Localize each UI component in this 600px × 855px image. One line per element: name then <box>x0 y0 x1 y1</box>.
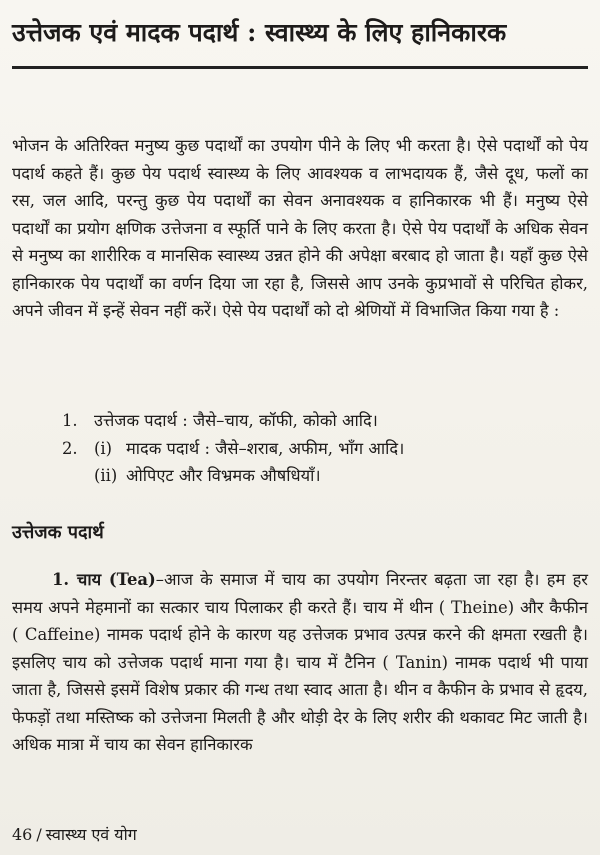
chapter-title: उत्तेजक एवं मादक पदार्थ : स्वास्थ्य के लिए हानिकारक <box>12 18 507 47</box>
section-heading: उत्तेजक पदार्थ <box>12 522 104 543</box>
category-item-2-sub1-text: मादक पदार्थ : जैसे–शराब, अफीम, भाँग आदि। <box>126 438 405 458</box>
title-underline <box>12 66 588 69</box>
category-item-1-number: 1. <box>62 411 78 430</box>
category-item-2-sub2 <box>62 462 582 490</box>
category-list <box>62 407 582 490</box>
category-item-2 <box>62 435 582 463</box>
category-item-1-text: उत्तेजक पदार्थ : जैसे–चाय, कॉफी, कोको आदि। <box>94 411 378 430</box>
tea-paragraph <box>12 566 588 759</box>
page-footer <box>12 823 137 847</box>
category-item-2-sub2-text: ओपिएट और विभ्रमक औषधियाँ। <box>126 466 321 485</box>
tea-lead: 1. चाय (Tea) <box>52 570 156 589</box>
category-item-2-number: 2. <box>62 438 78 458</box>
intro-paragraph: भोजन के अतिरिक्त मनुष्य कुछ पदार्थों का उपयोग पीने के लिए भी करता है। ऐसे पदार्थों को पेय पदार्थ कहते हैं। कुछ पेय पदार्थ स्वास्थ्य के लिए आवश्यक व लाभदायक हैं, जैसे दूध, फलों का रस, जल आदि, परन्तु कुछ पेय पदार्थों का सेवन अनावश्यक व हानिकारक भी हैं। मनुष्य ऐसे पदार्थों का प्रयोग क्षणिक उत्तेजना व स्फूर्ति पाने के लिए करता है। ऐसे पेय पदार्थों के अधिक सेवन से मनुष्य का शारीरिक व मानसिक स्वास्थ्य उन्नत होने की अपेक्षा बरबाद हो जाता है। यहाँ कुछ ऐसे हानिकारक पेय पदार्थों का वर्णन दिया जा रहा है, जिससे आप उनके कुप्रभावों से परिचित होकर, अपने जीवन में इन्हें सेवन नहीं करें। ऐसे पेय पदार्थों को दो श्रेणियों में विभाजित किया गया है : <box>12 136 588 320</box>
footer-separator: / <box>36 825 42 844</box>
category-item-2-sub2-label: (ii) <box>94 466 118 485</box>
tea-text: –आज के समाज में चाय का उपयोग निरन्तर बढ़ता जा रहा है। हम हर समय अपने मेहमानों का सत्कार चाय पिलाकर ही करते हैं। चाय में थीन ( Theine) और कैफीन ( Caffeine) नामक पदार्थ होने के कारण यह उत्तेजक प्रभाव उत्पन्न करने की क्षमता रखती है। इसलिए चाय को उत्तेजक पदार्थ माना गया है। चाय में टैनिन ( Tanin) नामक पदार्थ भी पाया जाता है, जिससे इसमें विशेष प्रकार की गन्ध तथा स्वाद आता है। थीन व कैफीन के प्रभाव से हृदय, फेफड़ों तथा मस्तिष्क को उत्तेजना मिलती है और थोड़ी देर के लिए शरीर की थकावट मिट जाती है। अधिक मात्रा में चाय का सेवन हानिकारक <box>12 570 589 754</box>
page-number: 46 <box>12 825 33 844</box>
book-title: स्वास्थ्य एवं योग <box>45 825 137 844</box>
category-item-2-sub1-label: (i) <box>94 438 113 458</box>
category-item-1 <box>62 407 582 435</box>
